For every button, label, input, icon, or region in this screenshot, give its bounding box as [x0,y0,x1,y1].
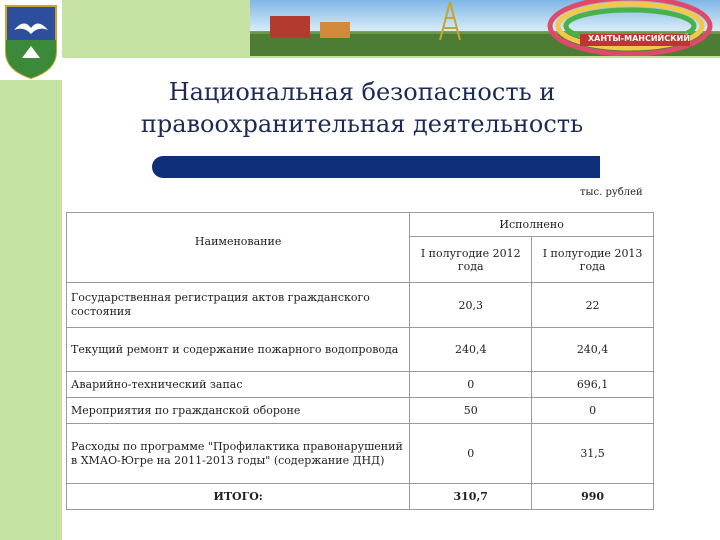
total-value-2013: 990 [532,484,654,510]
row-name: Аварийно-технический запас [67,372,410,398]
row-value-2013: 0 [532,398,654,424]
table-row [67,372,654,398]
total-value-2012: 310,7 [410,484,532,510]
row-value-2012: 0 [410,372,532,398]
title-line-2: правоохранительная деятельность [140,110,584,138]
header-name: Наименование [67,213,410,283]
row-value-2013: 240,4 [532,328,654,372]
row-value-2012: 50 [410,398,532,424]
row-value-2013: 22 [532,283,654,328]
header-col-2013: I полугодие 2013 года [532,237,654,283]
left-decor-bar [0,0,62,540]
table-row [67,283,654,328]
row-value-2013: 31,5 [532,424,654,484]
row-name: Текущий ремонт и содержание пожарного водопровода [67,328,410,372]
row-value-2012: 0 [410,424,532,484]
table-row [67,424,654,484]
row-value-2013: 696,1 [532,372,654,398]
coat-of-arms [0,0,62,80]
header-executed: Исполнено [410,213,654,237]
oil-rig-icon [250,0,720,56]
row-value-2012: 240,4 [410,328,532,372]
coat-of-arms-icon [0,0,62,80]
total-label: ИТОГО: [67,484,410,510]
row-name: Мероприятия по гражданской обороне [67,398,410,424]
total-row [67,484,654,510]
row-name: Государственная регистрация актов гражданского состояния [67,283,410,328]
units-label: тыс. рублей [580,187,643,198]
title-line-1: Национальная безопасность и [168,78,556,106]
row-name: Расходы по программе "Профилактика правонарушений в ХМАО-Югре на 2011-2013 годы" (содержание ДНД) [67,424,410,484]
header-photo-banner [250,0,720,56]
header-col-2012: I полугодие 2012 года [410,237,532,283]
row-value-2012: 20,3 [410,283,532,328]
page-title [62,76,662,140]
photo-banner-text: ХАНТЫ-МАНСИЙСКИЙ [588,34,691,43]
budget-table [66,212,654,510]
title-underline-bar [152,156,600,178]
table-row [67,398,654,424]
table-row [67,328,654,372]
